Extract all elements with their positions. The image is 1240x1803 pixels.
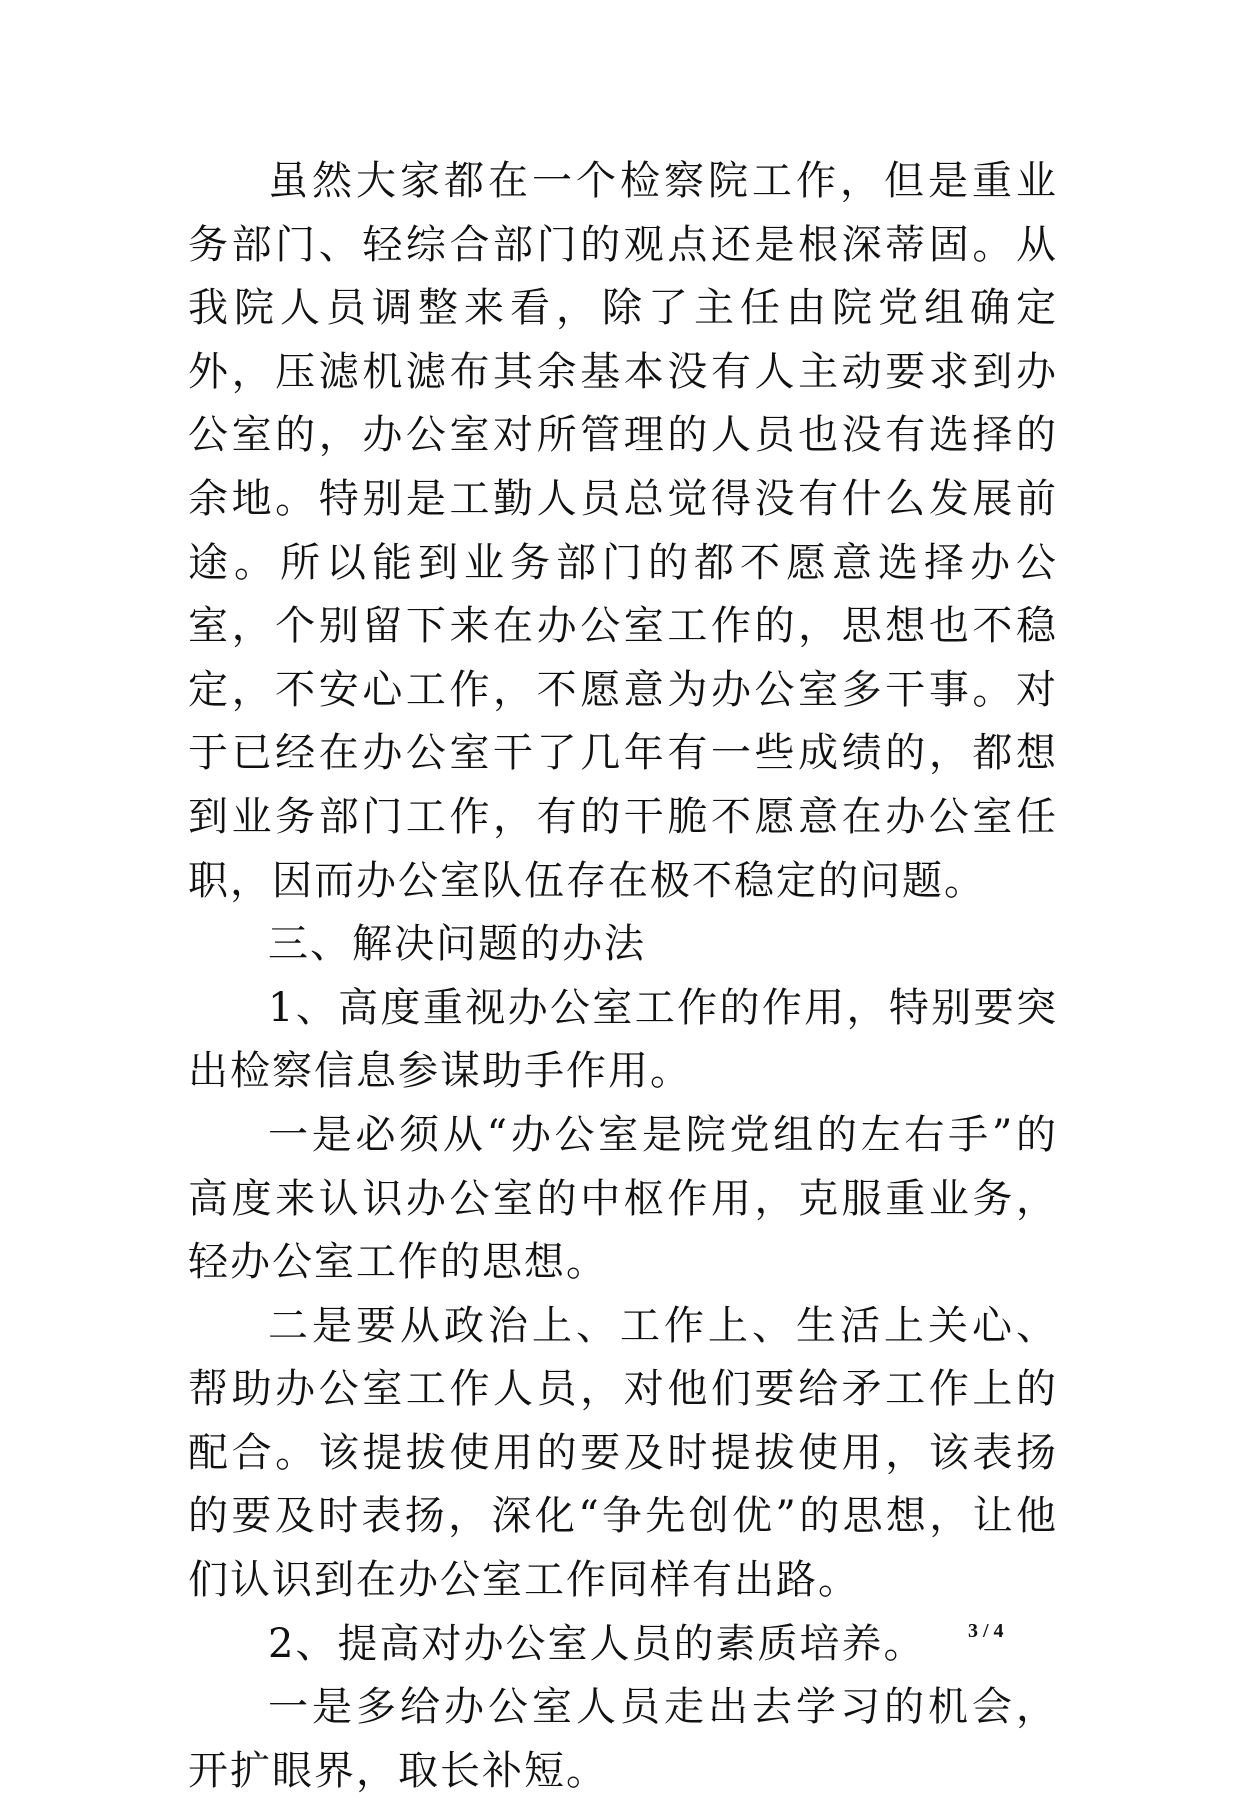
paragraph-office-staffing-problem: 虽然大家都在一个检察院工作，但是重业务部门、轻综合部门的观点还是根深蒂固。从我院人员调整来看，除了主任由院党组确定外，压滤机滤布其余基本没有人主动要求到办公室的，办公室对所管理的人员也没有选择的余地。特别是工勤人员总觉得没有什么发展前途。所以能到业务部门的都不愿意选择办公室，个别留下来在办公室工作的，思想也不稳定，不安心工作，不愿意为办公室多干事。对于已经在办公室干了几年有一些成绩的，都想到业务部门工作，有的干脆不愿意在办公室任职，因而办公室队伍存在极不稳定的问题。 (188, 158, 1058, 904)
paragraph-point-2-first: 一是多给办公室人员走出去学习的机会，开扩眼界，取长补短。 (188, 1684, 1058, 1794)
document-body (188, 150, 1058, 1803)
paragraph-point-2-heading: 2、提高对办公室人员的素质培养。 (268, 1620, 926, 1667)
paragraph-point-1-heading: 1、高度重视办公室工作的作用，特别要突出检察信息参谋助手作用。 (188, 984, 1058, 1095)
section-heading-solutions: 三、解决问题的办法 (268, 921, 646, 968)
paragraph-point-1-second: 二是要从政治上、工作上、生活上关心、帮助办公室工作人员，对他们要给矛工作上的配合。该提拔使用的要及时提拔使用，该表扬的要及时表扬，深化“争先创优”的思想，让他们认识到在办公室工作同样有出路。 (188, 1302, 1058, 1604)
page-number: 3 / 4 (968, 1620, 1004, 1642)
paragraph-point-1-first: 一是必须从“办公室是院党组的左右手”的高度来认识办公室的中枢作用，克服重业务，轻办公室工作的思想。 (188, 1111, 1058, 1286)
